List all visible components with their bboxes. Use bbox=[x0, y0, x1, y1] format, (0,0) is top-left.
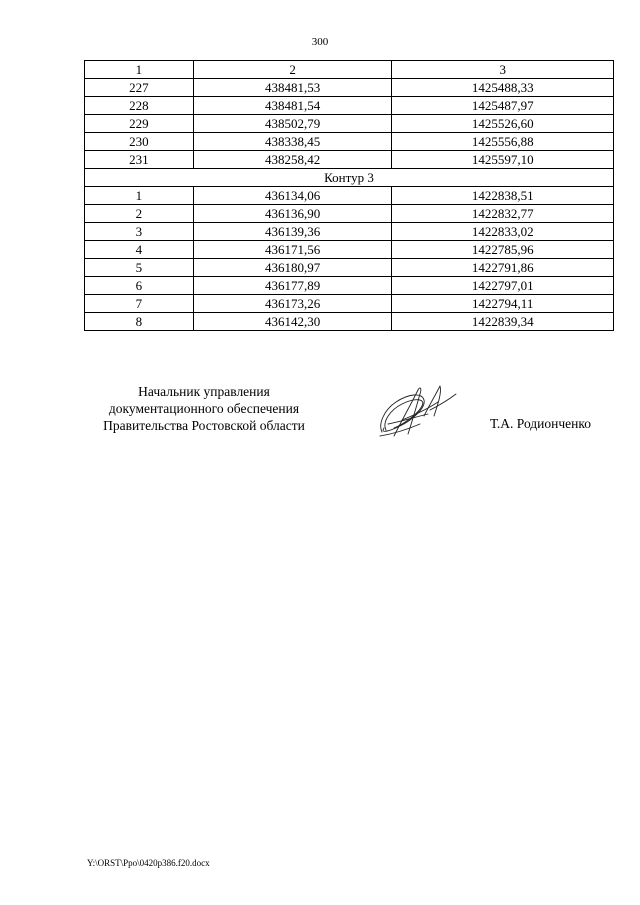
point-number: 3 bbox=[85, 223, 194, 241]
table-row bbox=[85, 115, 614, 133]
y-coordinate: 1422833,02 bbox=[392, 223, 614, 241]
y-coordinate: 1425488,33 bbox=[392, 79, 614, 97]
y-coordinate: 1422794,11 bbox=[392, 295, 614, 313]
x-coordinate: 438258,42 bbox=[193, 151, 392, 169]
x-coordinate: 436171,56 bbox=[193, 241, 392, 259]
point-number: 4 bbox=[85, 241, 194, 259]
signatory-title-line: документационного обеспечения bbox=[108, 401, 300, 416]
x-coordinate: 436180,97 bbox=[193, 259, 392, 277]
table-row bbox=[85, 187, 614, 205]
y-coordinate: 1422797,01 bbox=[392, 277, 614, 295]
point-number: 6 bbox=[85, 277, 194, 295]
point-number: 230 bbox=[85, 133, 194, 151]
x-coordinate: 436136,90 bbox=[193, 205, 392, 223]
y-coordinate: 1425487,97 bbox=[392, 97, 614, 115]
x-coordinate: 438481,53 bbox=[193, 79, 392, 97]
point-number: 1 bbox=[85, 187, 194, 205]
header-cell: 1 bbox=[85, 61, 194, 79]
table-row bbox=[85, 97, 614, 115]
section-title: Контур 3 bbox=[85, 169, 614, 187]
table-row bbox=[85, 205, 614, 223]
signer-name: Т.А. Родионченко bbox=[490, 416, 591, 431]
point-number: 8 bbox=[85, 313, 194, 331]
x-coordinate: 436139,36 bbox=[193, 223, 392, 241]
table-row bbox=[85, 133, 614, 151]
y-coordinate: 1425597,10 bbox=[392, 151, 614, 169]
signatory-title bbox=[84, 383, 324, 434]
x-coordinate: 436177,89 bbox=[193, 277, 392, 295]
table-row bbox=[85, 295, 614, 313]
table-row bbox=[85, 259, 614, 277]
y-coordinate: 1422838,51 bbox=[392, 187, 614, 205]
y-coordinate: 1422832,77 bbox=[392, 205, 614, 223]
table-row bbox=[85, 151, 614, 169]
header-cell: 2 bbox=[193, 61, 392, 79]
x-coordinate: 436142,30 bbox=[193, 313, 392, 331]
header-cell: 3 bbox=[392, 61, 614, 79]
handwritten-signature bbox=[372, 380, 462, 442]
table-row bbox=[85, 223, 614, 241]
point-number: 5 bbox=[85, 259, 194, 277]
file-path: Y:\ORST\Ppo\0420p386.f20.docx bbox=[87, 858, 210, 868]
table-row bbox=[85, 79, 614, 97]
point-number: 228 bbox=[85, 97, 194, 115]
x-coordinate: 438481,54 bbox=[193, 97, 392, 115]
y-coordinate: 1425556,88 bbox=[392, 133, 614, 151]
table-row bbox=[85, 241, 614, 259]
x-coordinate: 436173,26 bbox=[193, 295, 392, 313]
y-coordinate: 1425526,60 bbox=[392, 115, 614, 133]
table-row bbox=[85, 277, 614, 295]
point-number: 7 bbox=[85, 295, 194, 313]
point-number: 229 bbox=[85, 115, 194, 133]
point-number: 231 bbox=[85, 151, 194, 169]
coordinates-table bbox=[84, 60, 614, 331]
table-row bbox=[85, 313, 614, 331]
x-coordinate: 436134,06 bbox=[193, 187, 392, 205]
signatory-title-line: Правительства Ростовской области bbox=[103, 418, 305, 433]
table-header-row bbox=[85, 61, 614, 79]
signatory-title-line: Начальник управления bbox=[138, 384, 270, 399]
point-number: 2 bbox=[85, 205, 194, 223]
y-coordinate: 1422791,86 bbox=[392, 259, 614, 277]
page-number: 300 bbox=[311, 36, 329, 48]
section-row bbox=[85, 169, 614, 187]
y-coordinate: 1422785,96 bbox=[392, 241, 614, 259]
x-coordinate: 438502,79 bbox=[193, 115, 392, 133]
point-number: 227 bbox=[85, 79, 194, 97]
y-coordinate: 1422839,34 bbox=[392, 313, 614, 331]
x-coordinate: 438338,45 bbox=[193, 133, 392, 151]
